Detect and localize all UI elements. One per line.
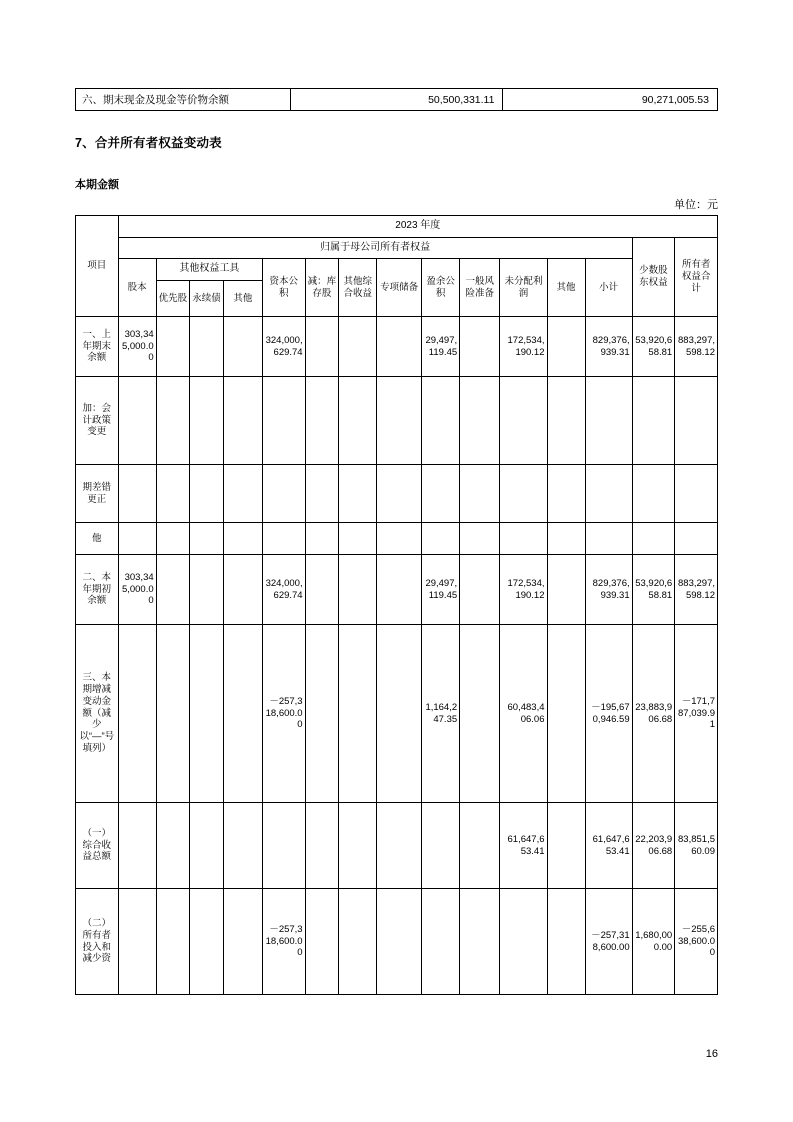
cell xyxy=(190,377,224,465)
cell xyxy=(156,317,190,377)
cell xyxy=(460,555,500,625)
equity-change-table xyxy=(75,215,718,995)
section-title: 7、合并所有者权益变动表 xyxy=(75,136,222,150)
cash-balance-value-current: 50,500,331.11 xyxy=(291,89,503,111)
column-header-retained-earnings: 未分配利润 xyxy=(500,259,547,317)
cell xyxy=(377,889,422,995)
cell: －257,318,600.00 xyxy=(263,889,306,995)
cell xyxy=(118,803,156,889)
cell xyxy=(156,465,190,523)
cell xyxy=(190,317,224,377)
cell: 1,164,247.35 xyxy=(422,625,460,803)
cell xyxy=(339,317,377,377)
cell xyxy=(547,889,585,995)
table-row xyxy=(76,889,718,995)
cell xyxy=(263,803,306,889)
row-label: （二）所有者投入和减少资 xyxy=(76,889,119,995)
cell xyxy=(156,803,190,889)
table-row xyxy=(76,555,718,625)
cell xyxy=(377,377,422,465)
cell xyxy=(547,377,585,465)
cell xyxy=(339,523,377,555)
cell xyxy=(377,555,422,625)
table-row xyxy=(76,89,718,111)
cell: 60,483,406.06 xyxy=(500,625,547,803)
year-header: 2023 年度 xyxy=(118,216,717,238)
column-header-other: 其他 xyxy=(547,259,585,317)
table-row xyxy=(76,465,718,523)
cell xyxy=(675,465,718,523)
row-label: 一、上年期末余额 xyxy=(76,317,119,377)
row-label: 三、本期增减变动金额（减少以“—”号填列） xyxy=(76,625,119,803)
cell xyxy=(156,625,190,803)
cell: 883,297,598.12 xyxy=(675,555,718,625)
cell xyxy=(585,465,632,523)
column-header-subtotal: 小计 xyxy=(585,259,632,317)
cell xyxy=(585,523,632,555)
column-header-capital-reserve: 资本公积 xyxy=(263,259,306,317)
row-label: 二、本年期初余额 xyxy=(76,555,119,625)
cell: 61,647,653.41 xyxy=(585,803,632,889)
cell: 829,376,939.31 xyxy=(585,555,632,625)
cell xyxy=(305,889,339,995)
page-number: 16 xyxy=(705,1048,718,1060)
cell: 172,534,190.12 xyxy=(500,317,547,377)
cell xyxy=(377,803,422,889)
cell xyxy=(223,889,262,995)
cell: －171,787,039.91 xyxy=(675,625,718,803)
cell xyxy=(118,523,156,555)
cell xyxy=(460,625,500,803)
column-header-surplus-reserve: 盈余公积 xyxy=(422,259,460,317)
cell xyxy=(305,465,339,523)
cell xyxy=(223,377,262,465)
table-row xyxy=(76,317,718,377)
cell xyxy=(339,377,377,465)
cell xyxy=(118,465,156,523)
cell xyxy=(460,523,500,555)
cell xyxy=(547,465,585,523)
cell xyxy=(585,377,632,465)
cell xyxy=(460,889,500,995)
cell xyxy=(190,555,224,625)
cell: 29,497,119.45 xyxy=(422,317,460,377)
cell xyxy=(460,377,500,465)
cell: 883,297,598.12 xyxy=(675,317,718,377)
cell xyxy=(500,889,547,995)
table-row xyxy=(76,523,718,555)
cell: 29,497,119.45 xyxy=(422,555,460,625)
cell: －195,670,946.59 xyxy=(585,625,632,803)
cell xyxy=(223,803,262,889)
column-header-general-risk-reserve: 一般风险准备 xyxy=(460,259,500,317)
unit-label: 单位：元 xyxy=(674,199,718,211)
cell xyxy=(190,803,224,889)
cell: 303,345,000.00 xyxy=(118,555,156,625)
column-header-preferred-shares: 优先股 xyxy=(156,281,190,317)
cell xyxy=(118,889,156,995)
cell: 324,000,629.74 xyxy=(263,317,306,377)
carried-over-table xyxy=(75,88,718,111)
row-label: 他 xyxy=(76,523,119,555)
cell xyxy=(422,889,460,995)
cell xyxy=(547,555,585,625)
cell xyxy=(377,465,422,523)
cell xyxy=(190,889,224,995)
column-header-treasury-stock: 减：库存股 xyxy=(305,259,339,317)
parent-equity-header: 归属于母公司所有者权益 xyxy=(118,238,632,259)
cash-balance-value-prior: 90,271,005.53 xyxy=(503,89,718,111)
row-label: 期差错更正 xyxy=(76,465,119,523)
cell xyxy=(460,317,500,377)
cell xyxy=(547,625,585,803)
equity-change-table-wrap xyxy=(75,215,718,995)
group-header-other-equity: 其他权益工具 xyxy=(156,259,262,281)
table-row xyxy=(76,803,718,889)
cell xyxy=(339,803,377,889)
cell xyxy=(339,625,377,803)
cell xyxy=(500,465,547,523)
cell xyxy=(500,377,547,465)
cash-balance-label: 六、期末现金及现金等价物余额 xyxy=(76,89,291,111)
column-header-share-capital: 股本 xyxy=(118,259,156,317)
cell: 83,851,560.09 xyxy=(675,803,718,889)
cell xyxy=(223,523,262,555)
equity-table-body xyxy=(76,317,718,995)
cell: 53,920,658.81 xyxy=(632,555,675,625)
cell xyxy=(500,523,547,555)
cell xyxy=(223,625,262,803)
cell xyxy=(422,523,460,555)
cell: 61,647,653.41 xyxy=(500,803,547,889)
cell xyxy=(422,803,460,889)
column-header-minority: 少数股东权益 xyxy=(632,238,675,317)
cell xyxy=(305,555,339,625)
cell: －257,318,600.00 xyxy=(263,625,306,803)
cell xyxy=(190,625,224,803)
column-header-perpetual-bonds: 永续债 xyxy=(190,281,224,317)
cell xyxy=(675,523,718,555)
cell xyxy=(675,377,718,465)
header-row-parent xyxy=(76,238,718,259)
table-row xyxy=(76,625,718,803)
cell xyxy=(460,465,500,523)
cell xyxy=(632,523,675,555)
cell: 303,345,000.00 xyxy=(118,317,156,377)
cell xyxy=(547,803,585,889)
table-row xyxy=(76,377,718,465)
cell: 53,920,658.81 xyxy=(632,317,675,377)
cell xyxy=(156,555,190,625)
period-amount-label: 本期金额 xyxy=(75,179,119,191)
cell xyxy=(632,377,675,465)
cell xyxy=(305,377,339,465)
header-row-group xyxy=(76,259,718,281)
cell xyxy=(422,465,460,523)
cell xyxy=(190,465,224,523)
cell: －255,638,600.00 xyxy=(675,889,718,995)
cell: 829,376,939.31 xyxy=(585,317,632,377)
cell xyxy=(339,889,377,995)
cell xyxy=(156,377,190,465)
item-header: 项目 xyxy=(76,216,119,317)
cell xyxy=(263,465,306,523)
cell xyxy=(223,317,262,377)
cell: 324,000,629.74 xyxy=(263,555,306,625)
cell xyxy=(377,317,422,377)
row-label: （一）综合收益总额 xyxy=(76,803,119,889)
cell: 1,680,000.00 xyxy=(632,889,675,995)
row-label: 加：会计政策变更 xyxy=(76,377,119,465)
cell xyxy=(305,317,339,377)
cell xyxy=(263,523,306,555)
cell: 22,203,906.68 xyxy=(632,803,675,889)
cell xyxy=(118,377,156,465)
cell: 172,534,190.12 xyxy=(500,555,547,625)
cell xyxy=(156,889,190,995)
cell: 23,883,906.68 xyxy=(632,625,675,803)
cell xyxy=(632,465,675,523)
cell xyxy=(223,465,262,523)
cell xyxy=(339,465,377,523)
column-header-oci: 其他综合收益 xyxy=(339,259,377,317)
cell xyxy=(156,523,190,555)
cell: －257,318,600.00 xyxy=(585,889,632,995)
cell xyxy=(305,803,339,889)
cell xyxy=(223,555,262,625)
cell xyxy=(305,523,339,555)
cell xyxy=(263,377,306,465)
cell xyxy=(547,317,585,377)
cell xyxy=(339,555,377,625)
cell xyxy=(377,625,422,803)
cell xyxy=(422,377,460,465)
column-header-special-reserve: 专项储备 xyxy=(377,259,422,317)
cell xyxy=(460,803,500,889)
column-header-other-instruments: 其他 xyxy=(223,281,262,317)
column-header-total-equity: 所有者权益合计 xyxy=(675,238,718,317)
cell xyxy=(190,523,224,555)
cell xyxy=(305,625,339,803)
cell xyxy=(118,625,156,803)
cell xyxy=(377,523,422,555)
header-row-year xyxy=(76,216,718,238)
cell xyxy=(547,523,585,555)
